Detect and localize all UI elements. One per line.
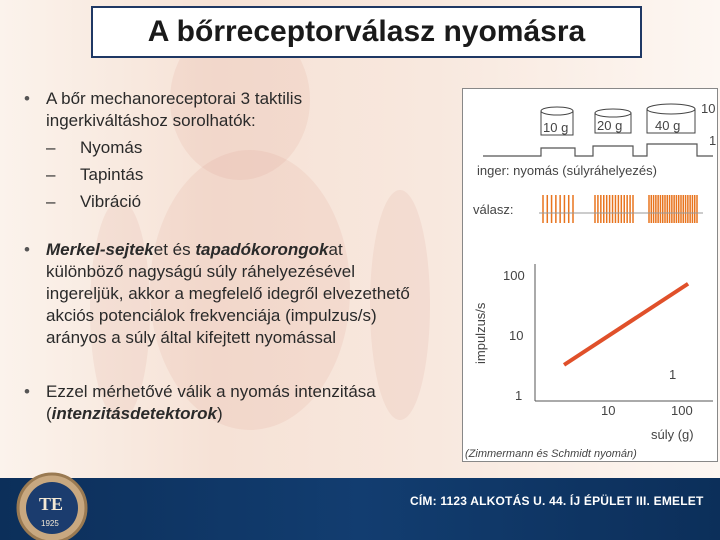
term-merkel: Merkel-sejtek — [46, 240, 154, 259]
stimulus-label: inger: nyomás (súlyráhelyezés) — [477, 163, 657, 178]
sub-item: – Tapintás — [46, 165, 144, 184]
weight-label-10g: 10 g — [543, 120, 569, 135]
bullet-item — [24, 381, 454, 425]
weight-icon — [595, 109, 631, 133]
sub-item-label: Nyomás — [80, 138, 143, 157]
bullet-text — [46, 403, 454, 425]
bullet-text — [46, 239, 454, 261]
bullet-text-fragment: at — [328, 240, 343, 259]
weight-label-20g: 20 g — [597, 118, 623, 133]
y-tick-label: 1 — [515, 388, 523, 403]
bullet-text: különböző nagyságú súly ráhelyezésével — [46, 262, 356, 281]
x-tick-label: 10 — [601, 403, 616, 418]
y-tick-label: 10 — [509, 328, 524, 343]
term-intenzitasdetektor: intenzitásdetektorok — [51, 404, 217, 423]
logo-text: TE — [39, 494, 64, 514]
sub-item: – Vibráció — [46, 192, 142, 211]
stimulus-trace — [483, 144, 713, 156]
receptor-figure — [462, 88, 718, 462]
data-line — [564, 284, 688, 365]
bullet-text: ingerkiváltáshoz sorolhatók: — [46, 111, 256, 130]
footer-bar — [0, 478, 720, 540]
weight-label-40g: 40 g — [655, 118, 681, 133]
logo-year: 1925 — [41, 519, 59, 528]
x-tick-label: 100 — [671, 403, 693, 418]
sub-list — [46, 137, 454, 213]
bullet-text-fragment: ) — [216, 404, 223, 423]
bullet-text-fragment: ( — [46, 404, 52, 423]
figure-credit: (Zimmermann és Schmidt nyomán) — [465, 448, 637, 460]
bullet-text: ingereljük, akkor a megfelelő idegről elvezethető — [46, 284, 410, 303]
y-tick-label: 100 — [503, 268, 525, 283]
bullet-item — [24, 88, 454, 213]
bullet-list — [24, 88, 454, 451]
bullet-text-fragment: et és — [153, 240, 196, 259]
edge-label: 10 — [701, 101, 716, 116]
university-logo — [10, 468, 92, 540]
bullet-text: arányos a súly által kifejtett nyomással — [46, 328, 337, 347]
weight-icon — [541, 107, 573, 135]
x-axis-label: súly (g) — [651, 427, 694, 442]
weight-icon — [647, 104, 695, 133]
bullet-text: akciós potenciálok frekvenciája (impulzus/s) — [46, 306, 377, 325]
bullet-text: • Ezzel mérhetővé válik a nyomás intenzitása — [46, 382, 376, 401]
figure-svg — [463, 89, 719, 463]
edge-label: 1 — [709, 133, 717, 148]
response-label: válasz: — [473, 202, 514, 217]
bullet-text: • A bőr mechanoreceptorai 3 taktilis — [46, 89, 303, 108]
inner-label: 1 — [669, 367, 677, 382]
response-spikes — [539, 195, 703, 223]
slide-title-box — [91, 6, 642, 58]
sub-item-label: Vibráció — [80, 192, 142, 211]
footer-address: CÍM: 1123 ALKOTÁS U. 44. ÍJ ÉPÜLET III. EMELET — [410, 494, 704, 508]
sub-item-label: Tapintás — [80, 165, 144, 184]
sub-item: – Nyomás — [46, 138, 143, 157]
term-tapadokorong: tapadókorongok — [195, 240, 329, 259]
y-axis-label: impulzus/s — [473, 302, 488, 364]
slide-title: A bőrreceptorválasz nyomásra — [147, 15, 586, 48]
bullet-item — [24, 239, 454, 349]
